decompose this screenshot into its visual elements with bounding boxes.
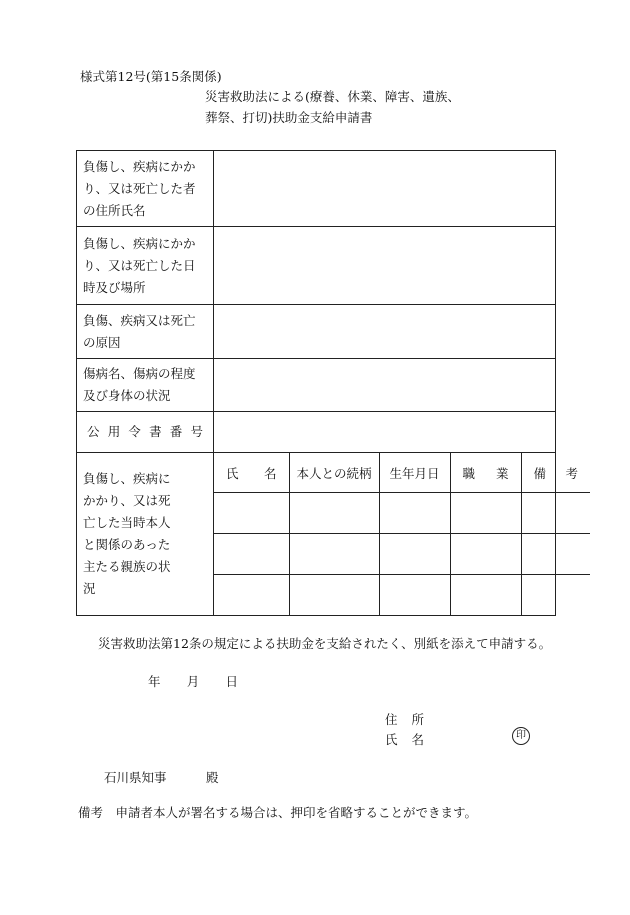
table-row xyxy=(77,151,556,227)
relative-name-input[interactable] xyxy=(214,493,289,534)
addressee-honorific: 殿 xyxy=(206,770,219,785)
label-line: り、又は死亡した者 xyxy=(83,180,196,196)
form-title-line-1: 災害救助法による(療養、休業、障害、遺族、 xyxy=(205,89,460,104)
day-label: 日 xyxy=(225,674,238,689)
label-official-order-number xyxy=(77,412,214,453)
relatives-cell xyxy=(214,453,578,616)
relative-remarks-input[interactable] xyxy=(521,493,590,534)
table-row xyxy=(77,359,556,412)
header-char: 考 xyxy=(565,465,578,481)
header-remarks xyxy=(521,453,590,493)
table-row xyxy=(77,412,556,453)
label-cause xyxy=(77,305,214,359)
header-char: 業 xyxy=(495,465,509,481)
label-injury-date-place xyxy=(77,227,214,305)
label-line: 時及び場所 xyxy=(83,279,146,295)
relatives-header-row xyxy=(214,453,590,493)
label-line: かかり、又は死 xyxy=(83,493,171,508)
header-relation: 本人との続柄 xyxy=(289,453,379,493)
label-line: 亡した当時本人 xyxy=(83,515,171,530)
relative-name-input[interactable] xyxy=(214,575,289,616)
addressee-governor: 石川県知事 xyxy=(104,770,167,785)
label-char: 番 xyxy=(169,424,183,439)
relative-relation-input[interactable] xyxy=(289,493,379,534)
label-line: 負傷、疾病又は死亡 xyxy=(83,312,196,328)
label-char: 所 xyxy=(411,712,425,727)
relative-remarks-input[interactable] xyxy=(521,534,590,575)
remark-note: 備考 申請者本人が署名する場合は、押印を省略することができます。 xyxy=(78,805,478,820)
relative-birth-input[interactable] xyxy=(379,575,450,616)
relatives-table xyxy=(214,453,590,615)
label-line: 負傷し、疾病にかか xyxy=(83,158,196,174)
label-line: 負傷し、疾病に xyxy=(83,471,171,486)
label-line: 傷病名、傷病の程度 xyxy=(83,366,196,381)
label-line: の原因 xyxy=(83,334,121,350)
month-label: 月 xyxy=(186,674,200,689)
header-char: 備 xyxy=(533,465,547,481)
input-cause[interactable] xyxy=(214,305,556,359)
relative-name-input[interactable] xyxy=(214,534,289,575)
date-line xyxy=(148,672,238,690)
year-label: 年 xyxy=(148,674,161,689)
label-char: 用 xyxy=(107,424,121,439)
label-char: 書 xyxy=(149,424,162,439)
label-injured-address-name xyxy=(77,151,214,227)
label-char: 公 xyxy=(87,424,100,439)
label-char: 号 xyxy=(190,424,203,439)
label-relatives xyxy=(77,453,214,616)
relative-relation-input[interactable] xyxy=(289,534,379,575)
input-injury-date-place[interactable] xyxy=(214,227,556,305)
header-name xyxy=(214,453,289,493)
label-line: と関係のあった xyxy=(83,537,171,552)
input-injured-address-name[interactable] xyxy=(214,151,556,227)
form-number: 様式第12号(第15条関係) xyxy=(80,69,222,84)
application-table xyxy=(76,150,578,616)
relative-relation-input[interactable] xyxy=(289,575,379,616)
label-char: 住 xyxy=(385,712,398,727)
relative-birth-input[interactable] xyxy=(379,493,450,534)
header-char: 職 xyxy=(462,465,476,481)
input-injury-name-condition[interactable] xyxy=(214,359,556,412)
relatives-row xyxy=(214,575,590,616)
relative-occupation-input[interactable] xyxy=(450,575,521,616)
relative-occupation-input[interactable] xyxy=(450,493,521,534)
label-char: 氏 xyxy=(385,732,398,747)
table-row xyxy=(77,227,556,305)
label-injury-name-condition xyxy=(77,359,214,412)
relatives-row xyxy=(214,493,590,534)
label-char: 令 xyxy=(128,424,141,439)
applicant-address-label xyxy=(385,710,424,728)
applicant-name-label xyxy=(385,730,424,748)
table-row xyxy=(77,305,556,359)
form-title-line-2: 葬祭、打切)扶助金支給申請書 xyxy=(205,110,373,125)
seal-mark-icon: 印 xyxy=(512,727,530,745)
label-char: 名 xyxy=(411,732,425,747)
application-statement: 災害救助法第12条の規定による扶助金を支給されたく、別紙を添えて申請する。 xyxy=(98,636,552,651)
label-line: 及び身体の状況 xyxy=(83,388,171,403)
header-char: 氏 xyxy=(226,465,239,481)
relatives-row xyxy=(214,534,590,575)
input-official-order-number[interactable] xyxy=(214,412,556,453)
header-char: 名 xyxy=(263,465,277,481)
table-row xyxy=(77,453,556,616)
header-occupation xyxy=(450,453,521,493)
relative-birth-input[interactable] xyxy=(379,534,450,575)
label-line: 負傷し、疾病にかか xyxy=(83,235,196,251)
relative-occupation-input[interactable] xyxy=(450,534,521,575)
label-line: 況 xyxy=(83,581,96,596)
label-line: の住所氏名 xyxy=(83,202,146,218)
header-birth-date: 生年月日 xyxy=(379,453,450,493)
relative-remarks-input[interactable] xyxy=(521,575,590,616)
label-line: 主たる親族の状 xyxy=(83,559,171,574)
label-line: り、又は死亡した日 xyxy=(83,257,196,273)
